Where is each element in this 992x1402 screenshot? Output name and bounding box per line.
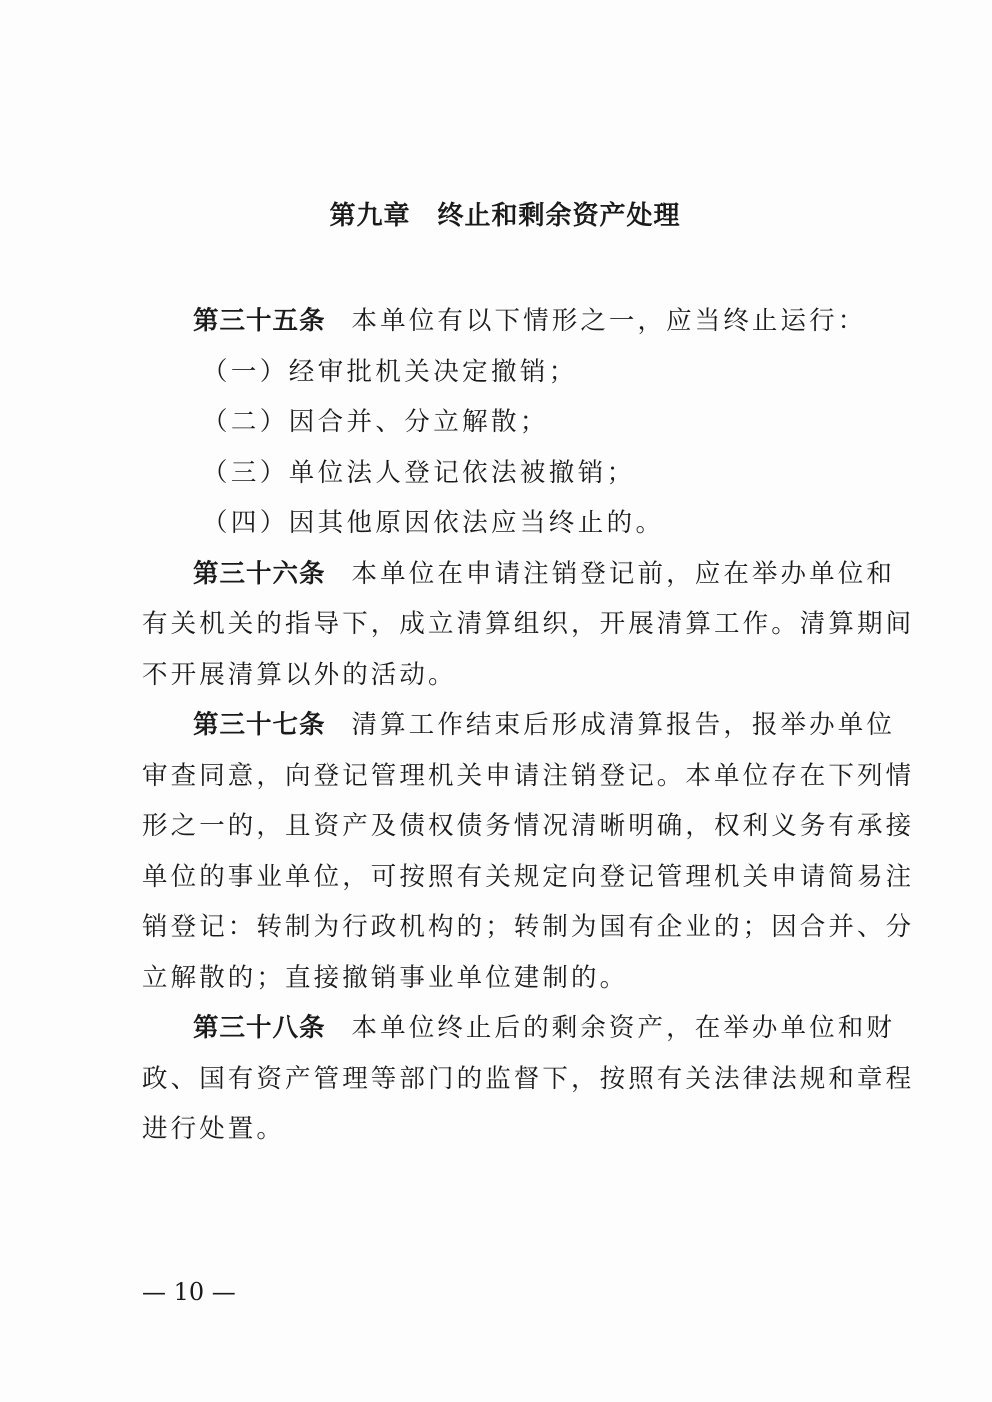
- article-38-text-line: 本单位终止后的剩余资产，在举办单位和财: [351, 1013, 895, 1043]
- article-35-item-4: （四）因其他原因依法应当终止的。: [202, 508, 665, 538]
- article-36-text-line: 本单位在申请注销登记前，应在举办单位和: [351, 558, 895, 589]
- article-37-heading-line: [142, 700, 895, 751]
- article-38-text-line: 政、国有资产管理等部门的监督下，按照有关法律法规和章程: [142, 1063, 915, 1094]
- article-35-item-2: （二）因合并、分立解散；: [202, 407, 549, 437]
- article-37-text-line: 形之一的，且资产及债权债务情况清晰明确，权利义务有承接: [142, 811, 915, 841]
- article-38-text-line: 进行处置。: [142, 1114, 286, 1144]
- article-35-item-1: （一）经审批机关决定撤销；: [202, 356, 578, 387]
- article-37-text-line: 立解散的；直接撤销事业单位建制的。: [142, 962, 629, 993]
- article-37-text-line: 单位的事业单位，可按照有关规定向登记管理机关申请简易注: [142, 861, 915, 892]
- article-37-number: 第三十七条: [193, 710, 326, 740]
- article-35-item-3: （三）单位法人登记依法被撤销；: [202, 457, 636, 488]
- article-35-heading-line: [142, 296, 877, 347]
- article-37-text-line: 销登记：转制为行政机构的；转制为国有企业的；因合并、分: [142, 912, 915, 942]
- article-35-text-line: 本单位有以下情形之一，应当终止运行：: [351, 306, 867, 336]
- article-38-number: 第三十八条: [193, 1013, 326, 1043]
- article-36-text-line: 不开展清算以外的活动。: [142, 659, 457, 690]
- article-37-text-line: 审查同意，向登记管理机关申请注销登记。本单位存在下列情: [142, 760, 915, 791]
- article-37-text-line: 清算工作结束后形成清算报告，报举办单位: [351, 710, 895, 740]
- article-36-heading-line: [142, 549, 895, 600]
- chapter-title: 第九章 终止和剩余资产处理: [329, 201, 681, 231]
- article-38-heading-line: [142, 1003, 895, 1054]
- document-body: [142, 296, 915, 1155]
- article-36-text-line: 有关机关的指导下，成立清算组织，开展清算工作。清算期间: [142, 609, 915, 639]
- article-35-number: 第三十五条: [193, 306, 326, 336]
- article-36-number: 第三十六条: [193, 558, 326, 589]
- page-number: — 10 —: [142, 1278, 236, 1306]
